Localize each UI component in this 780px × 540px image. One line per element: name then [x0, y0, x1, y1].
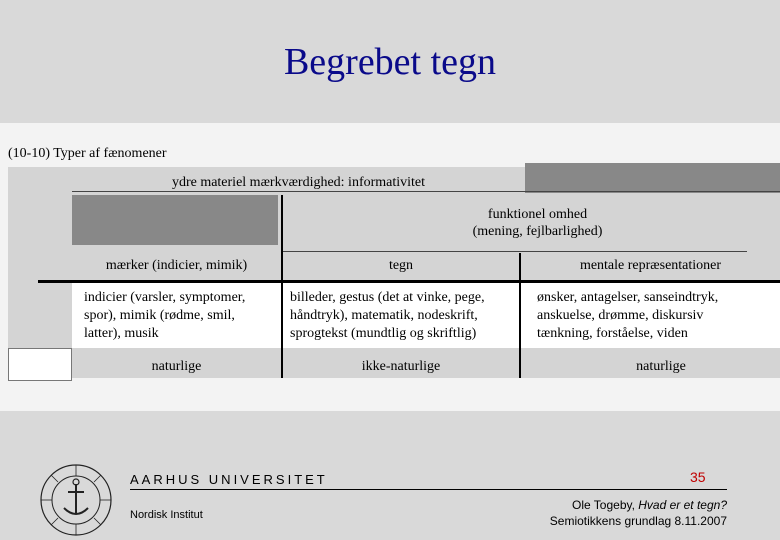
footer-mental: naturlige [636, 359, 686, 374]
examples-signs: billeder, gestus (det at vinke, pege, håndtryk), matematik, nodeskrift, sprogtekst (mundtlig og skriftlig) [290, 290, 485, 341]
university-seal-icon [38, 462, 114, 538]
dark-shade-top-right [525, 163, 780, 193]
examples-mental: ønsker, antagelser, sanseindtryk, anskuelse, drømme, diskursiv tænkning, forståelse, viden [537, 290, 719, 341]
rule-top [72, 191, 780, 192]
rule-thick [38, 280, 780, 283]
col-header-mental: mentale repræsentationer [579, 258, 722, 273]
functional-text-1: funktionel omhed [487, 207, 588, 222]
empty-cell [8, 348, 72, 381]
footer-rule [130, 489, 727, 490]
top-header-text: ydre materiel mærkværdighed: informativitet [171, 175, 426, 190]
footer-markers: naturlige [151, 359, 202, 374]
divider-1 [281, 195, 283, 378]
slide-title: Begrebet tegn [283, 41, 497, 83]
footer-signs: ikke-naturlige [361, 359, 441, 374]
author-line: Ole Togeby, Hvad er et tegn? [572, 498, 727, 512]
phenomena-table-figure [0, 123, 780, 411]
page-number: 35 [690, 469, 706, 485]
university-name: AARHUS UNIVERSITET [130, 472, 328, 487]
examples-markers: indicier (varsler, symptomer, spor), mimik (rødme, smil, latter), musik [84, 290, 246, 341]
fenomener-panel [8, 167, 72, 348]
col-header-signs: tegn [388, 258, 414, 273]
institute-name: Nordisk Institut [130, 509, 203, 521]
dark-shade-left [72, 195, 278, 245]
rule-functional [282, 251, 747, 252]
col-header-markers: mærker (indicier, mimik) [105, 258, 248, 273]
event-line: Semiotikkens grundlag 8.11.2007 [549, 514, 727, 528]
figure-caption: (10-10) Typer af fænomener [8, 146, 167, 161]
functional-text-2: (mening, fejlbarlighed) [472, 224, 603, 239]
